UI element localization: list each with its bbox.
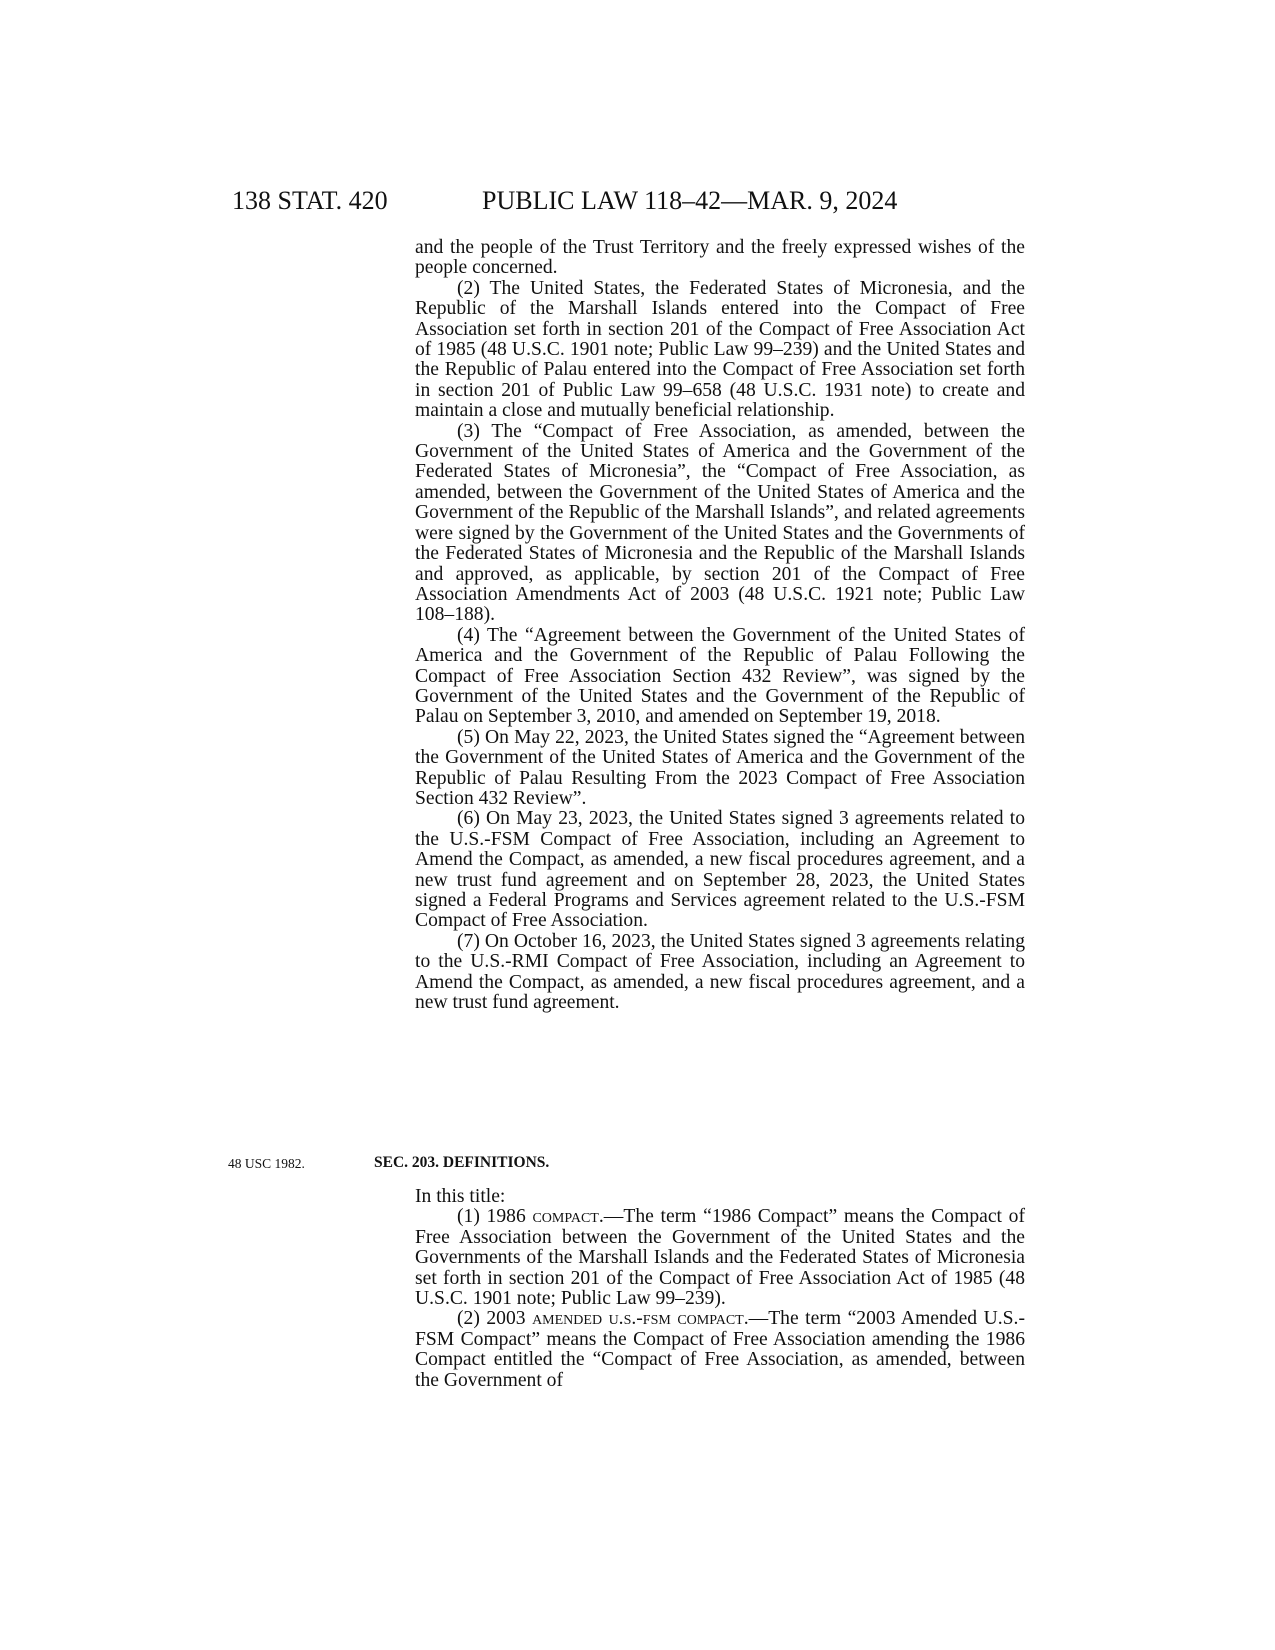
page-number: 138 STAT. 420 <box>232 186 388 215</box>
usc-margin-note: 48 USC 1982. <box>228 1156 305 1171</box>
definition-1 <box>415 1207 1025 1309</box>
page-header <box>232 181 1032 221</box>
paragraph-4: (4) The “Agreement between the Government of the United States of America and the Government of the Republic of Palau Following the Compact of Free Association Section 432 Review”, was signed by the Government of the United States and the Government of the Republic of Palau on September 3, 2010, and amended on September 19, 2018. <box>415 624 1025 728</box>
findings-text-block <box>415 238 1025 1013</box>
paragraph-2: (2) The United States, the Federated States of Micronesia, and the Republic of the Marshall Islands entered into the Compact of Free Association set forth in section 201 of the Compact of Free Association Act of 1985 (48 U.S.C. 1901 note; Public Law 99–239) and the United States and the Republic of Palau entered into the Compact of Free Association set forth in section 201 of Public Law 99–658 (48 U.S.C. 1931 note) to create and maintain a close and mutually beneficial relationship. <box>415 277 1025 422</box>
definition-2 <box>415 1309 1025 1391</box>
section-heading: SEC. 203. DEFINITIONS. <box>374 1154 550 1171</box>
paragraph-3: (3) The “Compact of Free Association, as amended, between the Government of the United States of America and the Government of the Federated States of Micronesia”, the “Compact of Free Association, as amended, between the Government of the United States of America and the Government of the Republic of the Marshall Islands”, and related agreements were signed by the Government of the United States and the Governments of the Federated States of Micronesia and the Republic of the Marshall Islands and approved, as applicable, by section 201 of the Compact of Free Association Amendments Act of 2003 (48 U.S.C. 1921 note; Public Law 108–188). <box>415 420 1025 626</box>
definition-2-number: (2) 2003 <box>457 1308 526 1330</box>
definition-2-term: amended u.s.-fsm compact <box>532 1308 744 1330</box>
definitions-text-block <box>415 1187 1025 1391</box>
definitions-intro: In this title: <box>415 1186 506 1207</box>
definition-1-text: .—The term “1986 Compact” means the Compact of Free Association between the Government of the United States and the Governments of the Marshall Islands and the Federated States of Micronesia set forth in section 201 of the Compact of Free Association Act of 1985 (48 U.S.C. 1901 note; Public Law 99–239). <box>415 1206 1025 1310</box>
paragraph-5: (5) On May 22, 2023, the United States signed the “Agreement between the Government of the United States of America and the Government of the Republic of Palau Resulting From the 2023 Compact of Free Association Section 432 Review”. <box>415 726 1025 809</box>
running-title: PUBLIC LAW 118–42—MAR. 9, 2024 <box>482 186 898 215</box>
paragraph-7: (7) On October 16, 2023, the United States signed 3 agreements relating to the U.S.-RMI Compact of Free Association, including an Agreement to Amend the Compact, as amended, a new fiscal procedures agreement, and a new trust fund agreement. <box>415 930 1025 1014</box>
definition-1-number: (1) 1986 <box>457 1206 526 1228</box>
definition-2-text: .—The term “2003 Amended U.S.-FSM Compact” means the Compact of Free Association amending the 1986 Compact entitled the “Compact of Free Association, as amended, between the Government of <box>415 1308 1025 1391</box>
paragraph-6: (6) On May 23, 2023, the United States signed 3 agreements related to the U.S.-FSM Compact of Free Association, including an Agreement to Amend the Compact, as amended, a new fiscal procedures agreement, and a new trust fund agreement and on September 28, 2023, the United States signed a Federal Programs and Services agreement related to the U.S.-FSM Compact of Free Association. <box>415 808 1025 932</box>
paragraph-continued: and the people of the Trust Territory and the freely expressed wishes of the people concerned. <box>415 237 1025 279</box>
definition-1-term: compact <box>532 1206 599 1228</box>
